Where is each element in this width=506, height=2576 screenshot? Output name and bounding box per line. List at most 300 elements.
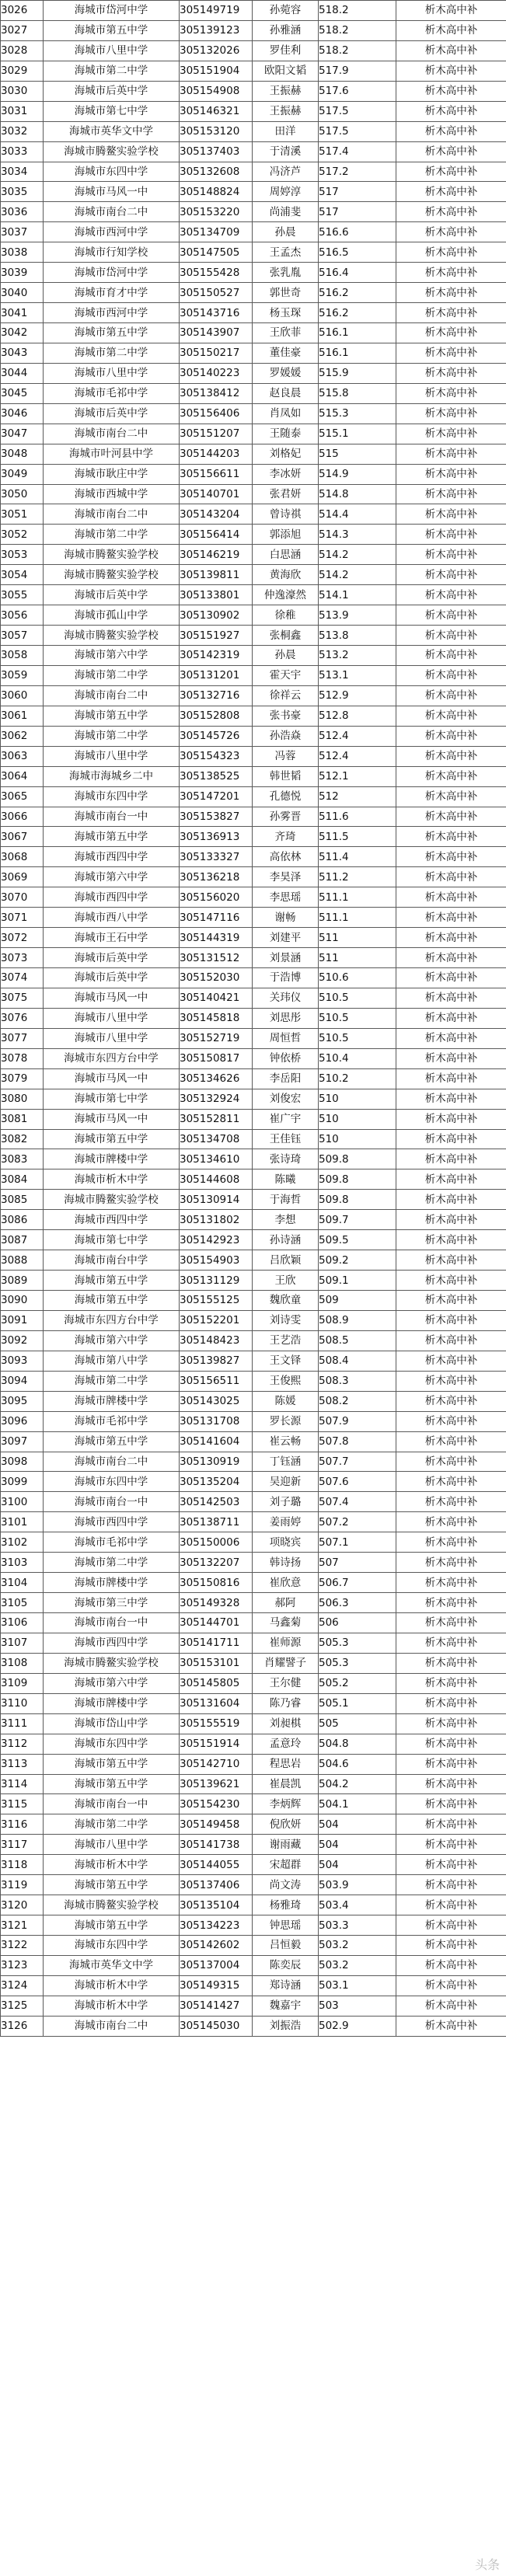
school-cell: 海城市第三中学 xyxy=(44,1593,180,1613)
row-number-cell: 3075 xyxy=(1,988,44,1008)
student-id-cell: 305151927 xyxy=(180,626,253,646)
school-cell: 海城市第五中学 xyxy=(44,1431,180,1452)
table-row xyxy=(1,1271,506,1291)
remark-cell: 析木高中补 xyxy=(396,383,506,403)
score-cell: 503.2 xyxy=(319,1936,396,1956)
school-cell: 海城市育才中学 xyxy=(44,283,180,303)
school-cell: 海城市八里中学 xyxy=(44,40,180,61)
school-cell: 海城市第二中学 xyxy=(44,726,180,746)
row-number-cell: 3048 xyxy=(1,444,44,464)
score-cell: 503.3 xyxy=(319,1915,396,1936)
row-number-cell: 3078 xyxy=(1,1048,44,1068)
table-row xyxy=(1,121,506,141)
student-id-cell: 305139811 xyxy=(180,565,253,585)
row-number-cell: 3117 xyxy=(1,1835,44,1855)
school-cell: 海城市西河中学 xyxy=(44,222,180,242)
row-number-cell: 3088 xyxy=(1,1250,44,1271)
score-cell: 511.2 xyxy=(319,867,396,887)
table-row xyxy=(1,1048,506,1068)
row-number-cell: 3105 xyxy=(1,1593,44,1613)
remark-cell: 析木高中补 xyxy=(396,283,506,303)
score-cell: 503.2 xyxy=(319,1955,396,1975)
table-row xyxy=(1,283,506,303)
student-id-cell: 305152719 xyxy=(180,1028,253,1048)
student-name-cell: 白思涵 xyxy=(253,545,319,565)
remark-cell: 析木高中补 xyxy=(396,908,506,928)
student-id-cell: 305132026 xyxy=(180,40,253,61)
student-id-cell: 305141738 xyxy=(180,1835,253,1855)
score-cell: 507.4 xyxy=(319,1492,396,1512)
student-id-cell: 305135204 xyxy=(180,1472,253,1492)
row-number-cell: 3066 xyxy=(1,807,44,827)
row-number-cell: 3053 xyxy=(1,545,44,565)
student-name-cell: 吴迎新 xyxy=(253,1472,319,1492)
remark-cell: 析木高中补 xyxy=(396,1713,506,1734)
table-row xyxy=(1,1653,506,1673)
table-row xyxy=(1,867,506,887)
row-number-cell: 3062 xyxy=(1,726,44,746)
student-id-cell: 305148824 xyxy=(180,182,253,202)
table-row xyxy=(1,444,506,464)
student-id-cell: 305147201 xyxy=(180,786,253,807)
table-row xyxy=(1,383,506,403)
student-id-cell: 305143907 xyxy=(180,323,253,343)
student-id-cell: 305153101 xyxy=(180,1653,253,1673)
school-cell: 海城市腾鳌实验学校 xyxy=(44,545,180,565)
table-row xyxy=(1,1028,506,1048)
student-id-cell: 305149315 xyxy=(180,1975,253,1996)
row-number-cell: 3065 xyxy=(1,786,44,807)
school-cell: 海城市八里中学 xyxy=(44,363,180,383)
row-number-cell: 3116 xyxy=(1,1814,44,1835)
table-row xyxy=(1,1915,506,1936)
row-number-cell: 3079 xyxy=(1,1068,44,1089)
table-row xyxy=(1,1351,506,1371)
remark-cell: 析木高中补 xyxy=(396,242,506,263)
table-row xyxy=(1,162,506,182)
row-number-cell: 3055 xyxy=(1,585,44,605)
remark-cell: 析木高中补 xyxy=(396,1573,506,1593)
student-name-cell: 徐稚 xyxy=(253,605,319,626)
score-cell: 509.1 xyxy=(319,1271,396,1291)
student-name-cell: 周恒哲 xyxy=(253,1028,319,1048)
score-cell: 515.1 xyxy=(319,424,396,444)
school-cell: 海城市析木中学 xyxy=(44,1975,180,1996)
score-cell: 510.6 xyxy=(319,968,396,988)
remark-cell: 析木高中补 xyxy=(396,1532,506,1553)
student-name-cell: 李炳辉 xyxy=(253,1794,319,1814)
table-row xyxy=(1,1734,506,1754)
school-cell: 海城市后英中学 xyxy=(44,948,180,968)
school-cell: 海城市第七中学 xyxy=(44,101,180,121)
score-cell: 504 xyxy=(319,1855,396,1875)
student-name-cell: 陈奕辰 xyxy=(253,1955,319,1975)
student-name-cell: 霍天宇 xyxy=(253,665,319,685)
table-row xyxy=(1,343,506,363)
row-number-cell: 3092 xyxy=(1,1330,44,1351)
remark-cell: 析木高中补 xyxy=(396,525,506,545)
school-cell: 海城市八里中学 xyxy=(44,746,180,766)
remark-cell: 析木高中补 xyxy=(396,1351,506,1371)
row-number-cell: 3039 xyxy=(1,263,44,283)
score-cell: 509.8 xyxy=(319,1149,396,1169)
student-name-cell: 郭添旭 xyxy=(253,525,319,545)
school-cell: 海城市马风一中 xyxy=(44,182,180,202)
score-cell: 518.2 xyxy=(319,1,396,21)
student-name-cell: 罗长源 xyxy=(253,1411,319,1431)
student-id-cell: 305141604 xyxy=(180,1431,253,1452)
student-id-cell: 305138412 xyxy=(180,383,253,403)
row-number-cell: 3068 xyxy=(1,847,44,867)
table-row xyxy=(1,1109,506,1129)
row-number-cell: 3054 xyxy=(1,565,44,585)
score-cell: 505.2 xyxy=(319,1673,396,1693)
remark-cell: 析木高中补 xyxy=(396,1169,506,1190)
student-id-cell: 305139827 xyxy=(180,1351,253,1371)
student-id-cell: 305150006 xyxy=(180,1532,253,1553)
remark-cell: 析木高中补 xyxy=(396,665,506,685)
remark-cell: 析木高中补 xyxy=(396,81,506,101)
table-row xyxy=(1,827,506,847)
score-cell: 516.1 xyxy=(319,343,396,363)
school-cell: 海城市腾鳌实验学校 xyxy=(44,1895,180,1915)
row-number-cell: 3061 xyxy=(1,706,44,726)
row-number-cell: 3040 xyxy=(1,283,44,303)
score-cell: 505 xyxy=(319,1713,396,1734)
table-row xyxy=(1,706,506,726)
school-cell: 海城市东四中学 xyxy=(44,1472,180,1492)
school-cell: 海城市行知学校 xyxy=(44,242,180,263)
table-row xyxy=(1,484,506,504)
score-cell: 514.2 xyxy=(319,565,396,585)
student-name-cell: 王尔健 xyxy=(253,1673,319,1693)
score-cell: 518.2 xyxy=(319,40,396,61)
table-row xyxy=(1,1291,506,1311)
student-id-cell: 305143716 xyxy=(180,303,253,323)
table-row xyxy=(1,948,506,968)
student-name-cell: 张乳胤 xyxy=(253,263,319,283)
score-cell: 513.8 xyxy=(319,626,396,646)
remark-cell: 析木高中补 xyxy=(396,484,506,504)
student-name-cell: 仲逸濠然 xyxy=(253,585,319,605)
student-id-cell: 305131512 xyxy=(180,948,253,968)
table-row xyxy=(1,1754,506,1774)
row-number-cell: 3076 xyxy=(1,1008,44,1028)
student-name-cell: 孙雾晋 xyxy=(253,807,319,827)
remark-cell: 析木高中补 xyxy=(396,121,506,141)
student-id-cell: 305132207 xyxy=(180,1553,253,1573)
table-row xyxy=(1,1855,506,1875)
school-cell: 海城市析木中学 xyxy=(44,1855,180,1875)
remark-cell: 析木高中补 xyxy=(396,263,506,283)
row-number-cell: 3123 xyxy=(1,1955,44,1975)
score-cell: 505.3 xyxy=(319,1633,396,1653)
row-number-cell: 3098 xyxy=(1,1452,44,1472)
school-cell: 海城市东四方台中学 xyxy=(44,1048,180,1068)
student-id-cell: 305143025 xyxy=(180,1391,253,1411)
student-name-cell: 王欣菲 xyxy=(253,323,319,343)
score-cell: 509.7 xyxy=(319,1210,396,1230)
row-number-cell: 3072 xyxy=(1,928,44,948)
row-number-cell: 3077 xyxy=(1,1028,44,1048)
row-number-cell: 3042 xyxy=(1,323,44,343)
remark-cell: 析木高中补 xyxy=(396,807,506,827)
table-row xyxy=(1,303,506,323)
student-name-cell: 郝阿 xyxy=(253,1593,319,1613)
student-name-cell: 韩世韬 xyxy=(253,766,319,786)
row-number-cell: 3074 xyxy=(1,968,44,988)
student-id-cell: 305142923 xyxy=(180,1230,253,1250)
score-cell: 514.8 xyxy=(319,484,396,504)
student-name-cell: 郭世奇 xyxy=(253,283,319,303)
remark-cell: 析木高中补 xyxy=(396,827,506,847)
school-cell: 海城市英华文中学 xyxy=(44,121,180,141)
table-row xyxy=(1,1391,506,1411)
school-cell: 海城市南台二中 xyxy=(44,202,180,222)
score-cell: 504 xyxy=(319,1814,396,1835)
school-cell: 海城市第五中学 xyxy=(44,323,180,343)
remark-cell: 析木高中补 xyxy=(396,464,506,484)
student-id-cell: 305139621 xyxy=(180,1774,253,1794)
student-name-cell: 丁钰涵 xyxy=(253,1452,319,1472)
score-cell: 516.6 xyxy=(319,222,396,242)
student-name-cell: 刘子璐 xyxy=(253,1492,319,1512)
student-id-cell: 305140701 xyxy=(180,484,253,504)
remark-cell: 析木高中补 xyxy=(396,303,506,323)
school-cell: 海城市牌楼中学 xyxy=(44,1149,180,1169)
student-name-cell: 刘景涵 xyxy=(253,948,319,968)
student-id-cell: 305130919 xyxy=(180,1452,253,1472)
student-id-cell: 305139123 xyxy=(180,20,253,40)
school-cell: 海城市第二中学 xyxy=(44,1371,180,1391)
watermark: 头条 xyxy=(474,2557,500,2572)
student-id-cell: 305150817 xyxy=(180,1048,253,1068)
row-number-cell: 3045 xyxy=(1,383,44,403)
row-number-cell: 3031 xyxy=(1,101,44,121)
student-id-cell: 305148423 xyxy=(180,1330,253,1351)
student-name-cell: 王佳钰 xyxy=(253,1129,319,1149)
table-row xyxy=(1,908,506,928)
score-cell: 510.5 xyxy=(319,988,396,1008)
student-name-cell: 张桐鑫 xyxy=(253,626,319,646)
table-row xyxy=(1,202,506,222)
score-cell: 502.9 xyxy=(319,2016,396,2036)
school-cell: 海城市第二中学 xyxy=(44,1814,180,1835)
student-name-cell: 徐祥云 xyxy=(253,685,319,706)
score-cell: 517.2 xyxy=(319,162,396,182)
student-name-cell: 刘振浩 xyxy=(253,2016,319,2036)
remark-cell: 析木高中补 xyxy=(396,726,506,746)
remark-cell: 析木高中补 xyxy=(396,504,506,525)
score-cell: 510.4 xyxy=(319,1048,396,1068)
score-cell: 517.5 xyxy=(319,121,396,141)
student-name-cell: 罗媛媛 xyxy=(253,363,319,383)
remark-cell: 析木高中补 xyxy=(396,1452,506,1472)
score-cell: 514.3 xyxy=(319,525,396,545)
student-id-cell: 305136913 xyxy=(180,827,253,847)
remark-cell: 析木高中补 xyxy=(396,948,506,968)
score-cell: 511.1 xyxy=(319,887,396,908)
table-row xyxy=(1,968,506,988)
student-id-cell: 305142503 xyxy=(180,1492,253,1512)
student-id-cell: 305142319 xyxy=(180,646,253,666)
school-cell: 海城市西城中学 xyxy=(44,484,180,504)
remark-cell: 析木高中补 xyxy=(396,363,506,383)
score-cell: 506 xyxy=(319,1613,396,1633)
student-name-cell: 吕欣颖 xyxy=(253,1250,319,1271)
student-id-cell: 305153120 xyxy=(180,121,253,141)
school-cell: 海城市后英中学 xyxy=(44,585,180,605)
student-id-cell: 305130914 xyxy=(180,1190,253,1210)
student-name-cell: 孔德悦 xyxy=(253,786,319,807)
school-cell: 海城市八里中学 xyxy=(44,1028,180,1048)
remark-cell: 析木高中补 xyxy=(396,403,506,424)
student-id-cell: 305140421 xyxy=(180,988,253,1008)
remark-cell: 析木高中补 xyxy=(396,766,506,786)
student-id-cell: 305132716 xyxy=(180,685,253,706)
student-id-cell: 305134709 xyxy=(180,222,253,242)
student-name-cell: 刘俊宏 xyxy=(253,1089,319,1109)
student-id-cell: 305131604 xyxy=(180,1693,253,1713)
row-number-cell: 3119 xyxy=(1,1875,44,1895)
student-name-cell: 崔云畅 xyxy=(253,1431,319,1452)
student-id-cell: 305144608 xyxy=(180,1169,253,1190)
score-cell: 513.2 xyxy=(319,646,396,666)
row-number-cell: 3126 xyxy=(1,2016,44,2036)
row-number-cell: 3093 xyxy=(1,1351,44,1371)
row-number-cell: 3067 xyxy=(1,827,44,847)
score-cell: 517.9 xyxy=(319,61,396,81)
student-name-cell: 孙浩焱 xyxy=(253,726,319,746)
remark-cell: 析木高中补 xyxy=(396,988,506,1008)
student-name-cell: 孙诗涵 xyxy=(253,1230,319,1250)
score-cell: 512.8 xyxy=(319,706,396,726)
school-cell: 海城市腾鳌实验学校 xyxy=(44,626,180,646)
table-row xyxy=(1,1936,506,1956)
table-row xyxy=(1,626,506,646)
student-name-cell: 李想 xyxy=(253,1210,319,1230)
remark-cell: 析木高中补 xyxy=(396,1411,506,1431)
row-number-cell: 3071 xyxy=(1,908,44,928)
table-row xyxy=(1,1169,506,1190)
school-cell: 海城市南台二中 xyxy=(44,685,180,706)
remark-cell: 析木高中补 xyxy=(396,2016,506,2036)
score-cell: 509 xyxy=(319,1291,396,1311)
student-id-cell: 305134610 xyxy=(180,1149,253,1169)
student-name-cell: 冯济芦 xyxy=(253,162,319,182)
student-name-cell: 崔师源 xyxy=(253,1633,319,1653)
table-row xyxy=(1,1774,506,1794)
student-id-cell: 305136218 xyxy=(180,867,253,887)
row-number-cell: 3033 xyxy=(1,141,44,162)
remark-cell: 析木高中补 xyxy=(396,1633,506,1653)
table-row xyxy=(1,1,506,21)
row-number-cell: 3059 xyxy=(1,665,44,685)
remark-cell: 析木高中补 xyxy=(396,1391,506,1411)
remark-cell: 析木高中补 xyxy=(396,1149,506,1169)
remark-cell: 析木高中补 xyxy=(396,1955,506,1975)
row-number-cell: 3100 xyxy=(1,1492,44,1512)
student-id-cell: 305144319 xyxy=(180,928,253,948)
score-cell: 512.1 xyxy=(319,766,396,786)
table-row xyxy=(1,1673,506,1693)
table-row xyxy=(1,565,506,585)
school-cell: 海城市南台一中 xyxy=(44,1492,180,1512)
school-cell: 海城市第五中学 xyxy=(44,20,180,40)
row-number-cell: 3109 xyxy=(1,1673,44,1693)
table-row xyxy=(1,61,506,81)
student-name-cell: 肖凤如 xyxy=(253,403,319,424)
table-row xyxy=(1,1975,506,1996)
remark-cell: 析木高中补 xyxy=(396,1553,506,1573)
remark-cell: 析木高中补 xyxy=(396,1068,506,1089)
row-number-cell: 3081 xyxy=(1,1109,44,1129)
table-row xyxy=(1,1371,506,1391)
table-row xyxy=(1,1250,506,1271)
school-cell: 海城市第二中学 xyxy=(44,343,180,363)
table-row xyxy=(1,1431,506,1452)
row-number-cell: 3052 xyxy=(1,525,44,545)
remark-cell: 析木高中补 xyxy=(396,1330,506,1351)
score-cell: 508.3 xyxy=(319,1371,396,1391)
remark-cell: 析木高中补 xyxy=(396,1794,506,1814)
student-name-cell: 刘建平 xyxy=(253,928,319,948)
row-number-cell: 3124 xyxy=(1,1975,44,1996)
remark-cell: 析木高中补 xyxy=(396,1512,506,1532)
school-cell: 海城市王石中学 xyxy=(44,928,180,948)
school-cell: 海城市孤山中学 xyxy=(44,605,180,626)
row-number-cell: 3080 xyxy=(1,1089,44,1109)
student-name-cell: 齐琦 xyxy=(253,827,319,847)
school-cell: 海城市腾鳌实验学校 xyxy=(44,1190,180,1210)
student-name-cell: 魏嘉宇 xyxy=(253,1996,319,2016)
student-name-cell: 董佳豪 xyxy=(253,343,319,363)
score-cell: 503.9 xyxy=(319,1875,396,1895)
student-id-cell: 305147505 xyxy=(180,242,253,263)
school-cell: 海城市析木中学 xyxy=(44,1996,180,2016)
row-number-cell: 3115 xyxy=(1,1794,44,1814)
table-row xyxy=(1,1633,506,1653)
row-number-cell: 3073 xyxy=(1,948,44,968)
score-cell: 515 xyxy=(319,444,396,464)
score-cell: 511.4 xyxy=(319,847,396,867)
remark-cell: 析木高中补 xyxy=(396,1492,506,1512)
score-cell: 510.2 xyxy=(319,1068,396,1089)
remark-cell: 析木高中补 xyxy=(396,20,506,40)
school-cell: 海城市南台中学 xyxy=(44,1250,180,1271)
row-number-cell: 3112 xyxy=(1,1734,44,1754)
row-number-cell: 3035 xyxy=(1,182,44,202)
school-cell: 海城市牌楼中学 xyxy=(44,1573,180,1593)
remark-cell: 析木高中补 xyxy=(396,1774,506,1794)
remark-cell: 析木高中补 xyxy=(396,1875,506,1895)
remark-cell: 析木高中补 xyxy=(396,1895,506,1915)
student-id-cell: 305154908 xyxy=(180,81,253,101)
student-name-cell: 钟思瑶 xyxy=(253,1915,319,1936)
remark-cell: 析木高中补 xyxy=(396,545,506,565)
table-row xyxy=(1,1613,506,1633)
score-cell: 506.7 xyxy=(319,1573,396,1593)
score-cell: 512.4 xyxy=(319,726,396,746)
score-cell: 509.8 xyxy=(319,1169,396,1190)
remark-cell: 析木高中补 xyxy=(396,141,506,162)
school-cell: 海城市英华文中学 xyxy=(44,1955,180,1975)
student-name-cell: 刘思彤 xyxy=(253,1008,319,1028)
student-id-cell: 305138525 xyxy=(180,766,253,786)
student-name-cell: 李岳阳 xyxy=(253,1068,319,1089)
remark-cell: 析木高中补 xyxy=(396,1129,506,1149)
student-id-cell: 305141427 xyxy=(180,1996,253,2016)
